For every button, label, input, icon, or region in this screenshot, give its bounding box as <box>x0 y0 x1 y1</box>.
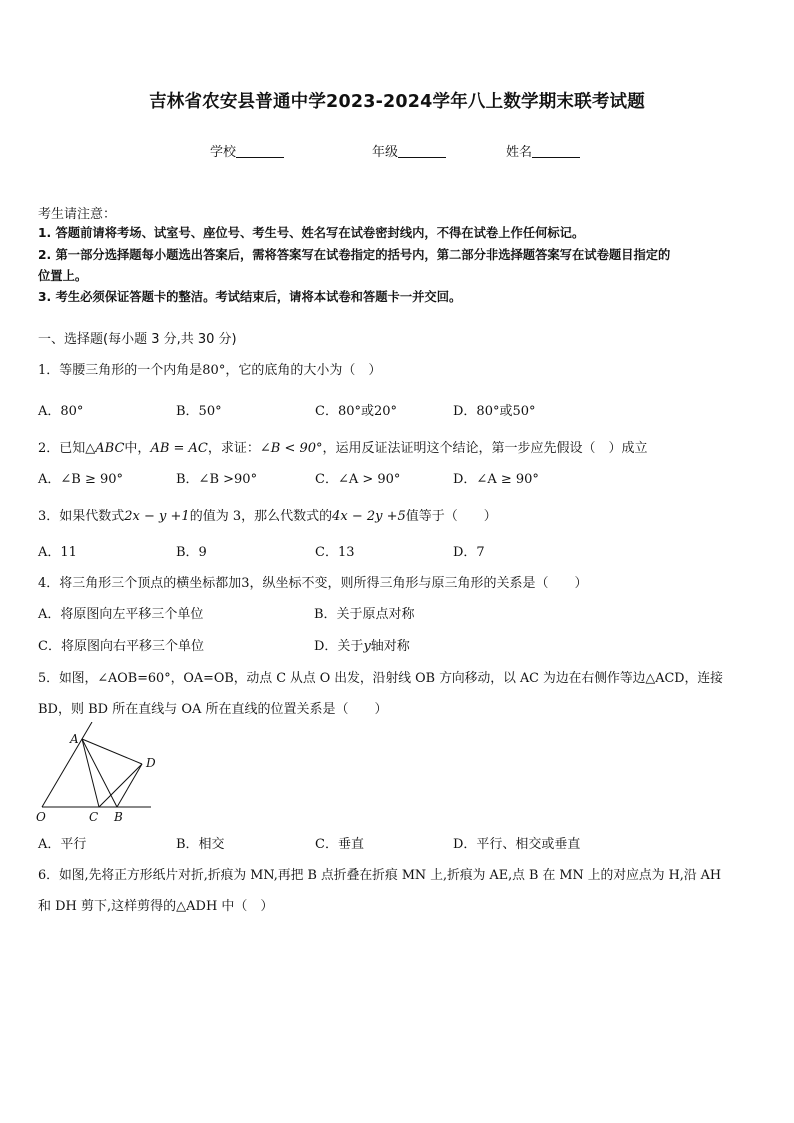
grade-field <box>372 141 446 160</box>
q3-option-a: A．11 <box>38 545 77 560</box>
q3-option-d: D．7 <box>453 545 485 560</box>
q2-text-2: 中， <box>124 441 151 456</box>
q2-text-1: 2．已知 <box>38 441 86 456</box>
q5-option-a: A．平行 <box>38 837 87 852</box>
q3-text-2: 的值为 3，那么代数式的 <box>189 509 333 524</box>
q3-text-1: 3．如果代数式 <box>38 509 125 524</box>
notice-item-2-line2: 位置上。 <box>38 269 88 283</box>
q5-option-c: C．垂直 <box>315 837 364 852</box>
notice-item-3: 3. 考生必须保证答题卡的整洁。考试结束后，请将本试卷和答题卡一并交回。 <box>38 290 462 304</box>
q5-label-d: D <box>146 756 156 770</box>
q2-option-c: C．∠A > 90° <box>315 472 401 487</box>
q3-text-3: 值等于（ ） <box>405 509 497 524</box>
q5-label-o: O <box>36 810 46 824</box>
q2-math-equal-sides: AB = AC <box>150 441 208 456</box>
school-label: 学校 <box>210 145 237 160</box>
q4-option-d-text-2: 轴对称 <box>370 639 410 654</box>
page-title: 吉林省农安县普通中学2023-2024学年八上数学期末联考试题 <box>149 92 645 112</box>
q4-option-c: C．将原图向右平移三个单位 <box>38 639 204 654</box>
q5-line-ac <box>82 739 99 807</box>
grade-label: 年级 <box>372 145 399 160</box>
q5-figure <box>30 722 160 824</box>
q5-label-b: B <box>114 810 123 824</box>
q2-option-b: B．∠B >90° <box>176 472 258 487</box>
q3-option-c: C．13 <box>315 545 355 560</box>
grade-blank <box>398 144 446 158</box>
question-5-line1: 5．如图，∠AOB=60°，OA=OB，动点 C 从点 O 出发，沿射线 OB 方向移动，以 AC 为边在右侧作等边△ACD，连接 <box>38 671 723 686</box>
school-field <box>210 141 284 160</box>
notice-item-1: 1. 答题前请将考场、试室号、座位号、考生号、姓名写在试卷密封线内，不得在试卷上作任何标记。 <box>38 226 585 240</box>
q1-option-d: D．80°或50° <box>453 404 536 419</box>
q2-math-triangle: △ABC <box>85 441 125 456</box>
name-label: 姓名 <box>506 145 533 160</box>
q1-option-b: B．50° <box>176 404 222 419</box>
q4-option-d-text-1: D．关于 <box>314 639 364 654</box>
section-heading: 一、选择题(每小题 3 分,共 30 分) <box>38 332 237 347</box>
q4-option-d-var: y <box>363 639 371 654</box>
q1-option-c: C．80°或20° <box>315 404 398 419</box>
question-2-stem <box>38 437 648 456</box>
q3-option-b: B．9 <box>176 545 207 560</box>
q5-line-ab <box>82 739 117 807</box>
q5-option-b: B．相交 <box>176 837 225 852</box>
question-6-line1: 6．如图,先将正方形纸片对折,折痕为 MN,再把 B 点折叠在折痕 MN 上,折痕为 AE,点 B 在 MN 上的对应点为 H,沿 AH <box>38 868 722 883</box>
q2-text-3: ，求证： <box>207 441 260 456</box>
name-field <box>506 141 580 160</box>
question-5-line2: BD，则 BD 所在直线与 OA 所在直线的位置关系是（ ） <box>38 702 388 717</box>
q1-option-a: A．80° <box>38 404 84 419</box>
q4-option-b: B．关于原点对称 <box>314 607 415 622</box>
notice-item-2-line1: 2. 第一部分选择题每小题选出答案后，需将答案写在试卷指定的括号内，第二部分非选择题答案写在试卷题目指定的 <box>38 248 671 262</box>
q2-math-angle: ∠B < 90° <box>259 441 323 456</box>
q2-option-d: D．∠A ≥ 90° <box>453 472 539 487</box>
notice-heading: 考生请注意： <box>38 207 117 222</box>
q5-label-a: A <box>70 732 79 746</box>
question-6-line2: 和 DH 剪下,这样剪得的△ADH 中（ ） <box>38 899 274 914</box>
question-1-stem: 1．等腰三角形的一个内角是80°，它的底角的大小为（ ） <box>38 363 382 378</box>
q3-math-expr-1: 2x − y +1 <box>124 509 190 524</box>
q4-option-d <box>314 635 410 654</box>
q5-label-c: C <box>89 810 99 824</box>
q5-line-ad <box>82 739 142 764</box>
question-3-stem <box>38 505 497 524</box>
question-4-stem: 4．将三角形三个顶点的横坐标都加3，纵坐标不变，则所得三角形与原三角形的关系是（ ） <box>38 576 588 591</box>
name-blank <box>532 144 580 158</box>
school-blank <box>236 144 284 158</box>
q5-line-oa <box>42 722 92 807</box>
q2-text-4: ，运用反证法证明这个结论，第一步应先假设（ ）成立 <box>322 441 648 456</box>
q4-option-a: A．将原图向左平移三个单位 <box>38 607 204 622</box>
q3-math-expr-2: 4x − 2y +5 <box>332 509 406 524</box>
q5-option-d: D．平行、相交或垂直 <box>453 837 581 852</box>
q2-option-a: A．∠B ≥ 90° <box>38 472 124 487</box>
